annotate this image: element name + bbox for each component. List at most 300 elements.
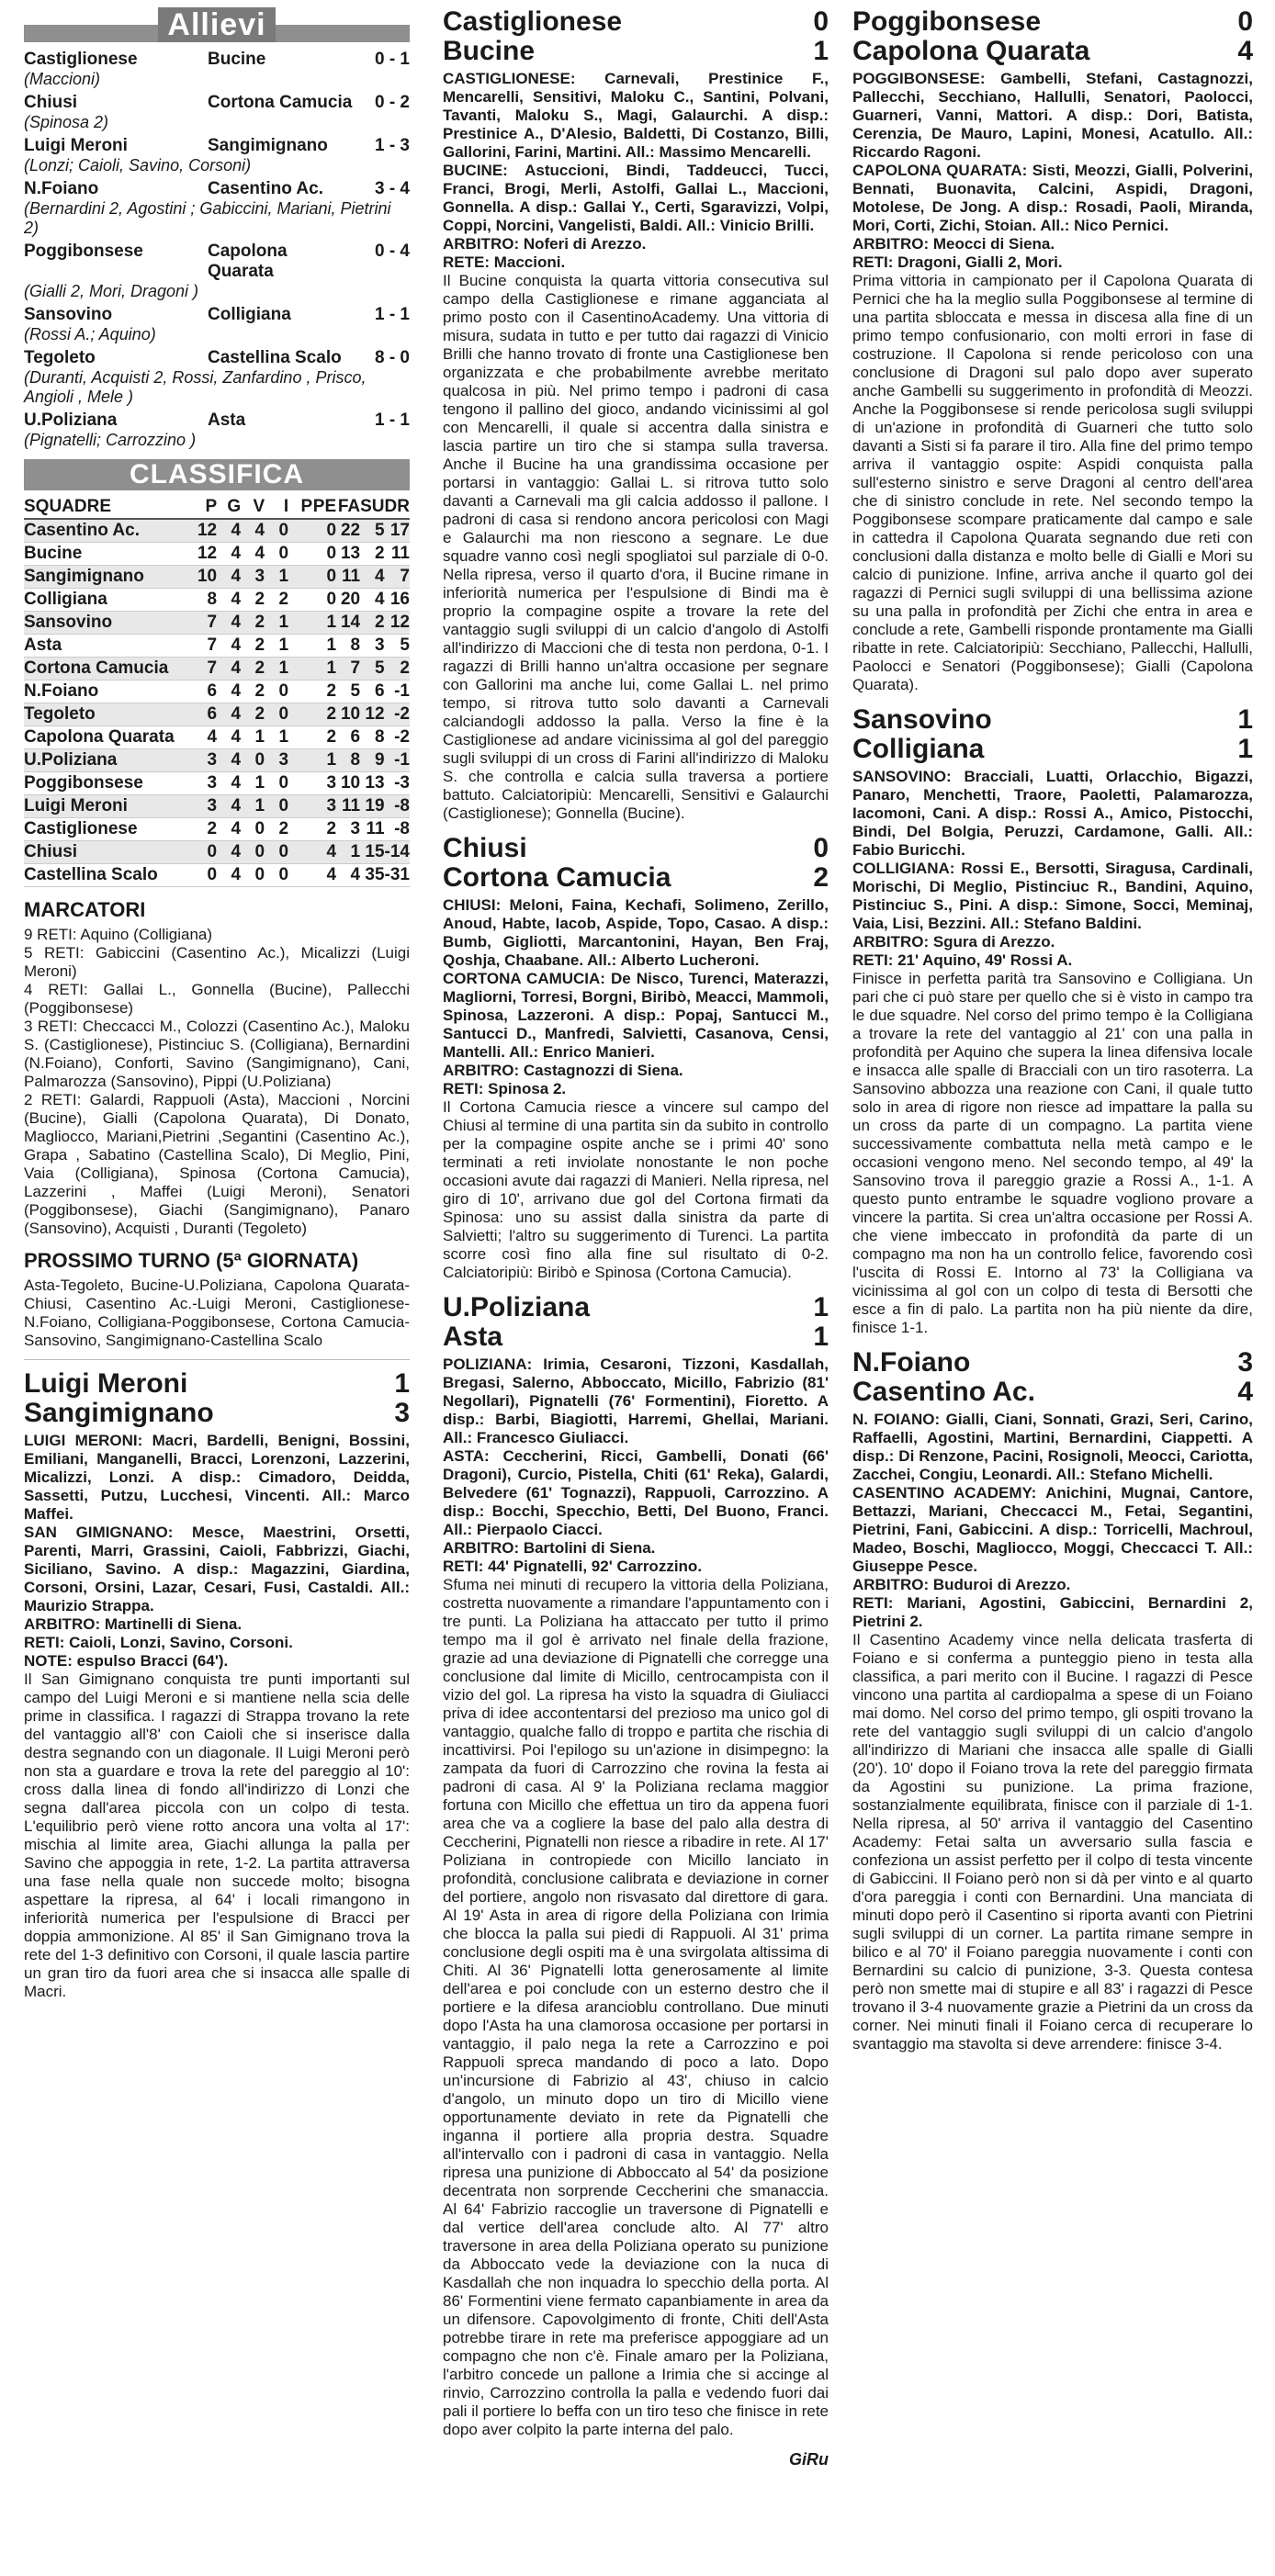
table-cell: 5 [360, 519, 384, 543]
table-cell: 10 [336, 772, 360, 795]
away-team: Casentino Ac. [208, 179, 323, 198]
result-row [24, 411, 410, 431]
table-cell: 0 [241, 841, 265, 864]
table-cell: 6 [336, 726, 360, 749]
home-line [852, 7, 1253, 37]
prossimo-title: PROSSIMO TURNO (5ª GIORNATA) [24, 1249, 359, 1272]
table-cell: 19 [360, 795, 384, 818]
result-row [24, 179, 410, 199]
scorer-line: 4 RETI: Gallai L., Gonnella (Bucine), Pallecchi (Poggibonsese) [24, 981, 410, 1017]
table-cell: Asta [24, 635, 193, 658]
away-score: 1 [813, 36, 829, 66]
table-cell: 7 [336, 658, 360, 681]
classifica-title: CLASSIFICA [24, 459, 410, 490]
home-line [852, 705, 1253, 735]
table-cell: 0 [265, 703, 288, 726]
table-cell: 3 [265, 749, 288, 772]
home-score: 1 [1237, 704, 1253, 735]
table-cell: 1 [288, 612, 336, 635]
table-cell: 4 [217, 749, 241, 772]
table-cell: 13 [336, 543, 360, 566]
table-cell: 7 [193, 658, 217, 681]
table-cell: 1 [288, 658, 336, 681]
table-cell: 10 [193, 566, 217, 589]
table-cell: 1 [241, 795, 265, 818]
table-cell: 0 [193, 841, 217, 864]
table-cell: 4 [217, 681, 241, 703]
away-team: Bucine [208, 50, 266, 69]
marcatori-title: MARCATORI [24, 898, 146, 921]
table-row [24, 635, 410, 658]
table-cell: 3 [336, 818, 360, 841]
author-signature: GiRu [789, 2450, 829, 2469]
table-cell: Capolona Quarata [24, 726, 193, 749]
table-cell: 5 [336, 681, 360, 703]
table-cell: 7 [385, 566, 410, 589]
table-cell: 14 [336, 612, 360, 635]
table-cell: 3 [360, 635, 384, 658]
table-cell: 12 [193, 519, 217, 543]
score: 1 - 1 [374, 305, 410, 324]
match-report-text: Il Casentino Academy vince nella delicata trasferta di Foiano e si conferma a punteggio pieno in testa alla classifica, a pari merito con il Bucine. I ragazzi di Pesce vincono una partita al cardiopalma a spese di un Foiano mai domo. Nel corso del primo tempo, gli ospiti trovano la rete del vantaggio sugli sviluppi di un calcio d'angolo all'indirizzo di Mariani che insacca alle spalle di Gialli (20'). 10' dopo il Foiano trova la rete del pareggio firmata da Agostini su punizione. La prima frazione, sostanzialmente equilibrata, finisce con il parziale di 1-1. Nella ripresa, al 50' arriva il vantaggio del Casentino Academy: Fetai salta un avversario sulla fascia e confeziona un assist perfetto per il colpo di testa vincente di Gabiccini. Il Foiano però non si dà per vinto e al quarto d'ora pareggia i conti con Bernardini. Una manciata di minuti dopo però il Casentino si riporta avanti con Pietrini sugli sviluppi di un corner. La partita rimane sempre in bilico e al 70' il Foiano pareggia nuovamente i conti con Bernardini su calcio di punizione, 3-3. Questa contesa però non smette mai di stupire e all 83' i ragazzi di Pesce trovano il 3-4 nuovamente grazie a Pietrini da un cross da corner. Nei minuti finali il Foiano cerca di recuperare lo svantaggio ma stavolta si deve arrendere: finisce 3-4. [852, 1631, 1253, 2053]
table-cell: Casentino Ac. [24, 519, 193, 543]
table-cell: Bucine [24, 543, 193, 566]
table-cell: 2 [241, 658, 265, 681]
table-cell: Chiusi [24, 841, 193, 864]
away-score: 2 [813, 862, 829, 893]
table-row [24, 749, 410, 772]
table-cell: 8 [360, 726, 384, 749]
away-team: Asta [443, 1322, 503, 1352]
standings-col-header: SQUADRE [24, 496, 193, 519]
lineup-away: CASENTINO ACADEMY: Anichini, Mugnai, Cantore, Bettazzi, Mariani, Checcacci M., Fetai, Segantini, Pietrini, Fani, Gabiccini. A disp.: Torricelli, Machroul, Madeo, Boschi, Magliocco, Moggi, Checcacci T. All.: Giuseppe Pesce. [852, 1484, 1253, 1575]
column-middle [443, 7, 829, 2469]
table-cell: -8 [385, 795, 410, 818]
table-cell: 6 [193, 703, 217, 726]
table-row [24, 772, 410, 795]
home-team: N.Foiano [852, 1347, 971, 1378]
match-report-text: Il Cortona Camucia riesce a vincere sul campo del Chiusi al termine di una partita sin da subito in controllo per la compagine ospite anche se i primi 40' sono terminati a reti inviolate nonostante le non poche occasioni avute dai ragazzi di Manieri. Nella ripresa, nel giro di 10', arrivano due gol del Cortona firmati da Spinosa: uno su assist dalla sinistra da parte di Salvietti; l'altro su suggerimento di Turenci. La partita scorre così fino alla fine sul risultato di 0-2. Calciatoripiù: Biribò e Spinosa (Cortona Camucia). [443, 1098, 829, 1281]
scorer-line: 2 RETI: Galardi, Rappuoli (Asta), Maccioni , Norcini (Bucine), Gialli (Capolona Quarata), Di Donato, Magliocco, Mariani,Pietrini ,Segantini (Casentino Ac.), Grapa , Sabatino (Castellina Scalo), Di Meglio, Pini, Vaia (Colligiana), Spinosa (Cortona Camucia), Lazzerini , Maffei (Luigi Meroni), Senatori (Poggibonsese), Giachi (Sangimignano), Panaro (Sansovino), Acquisti , Duranti (Tegoleto) [24, 1091, 410, 1237]
standings-col-header: V [241, 496, 265, 519]
table-cell: 0 [193, 864, 217, 887]
table-cell: Castellina Scalo [24, 864, 193, 887]
table-cell: 20 [336, 589, 360, 612]
table-row [24, 841, 410, 864]
match-report-poliziana [443, 1293, 829, 2439]
scorer-line: 9 RETI: Aquino (Colligiana) [24, 926, 213, 943]
away-team: Colligiana [852, 734, 985, 764]
match-arb: ARBITRO: Buduroi di Arezzo. [852, 1576, 1071, 1593]
table-cell: 17 [385, 519, 410, 543]
match-report-sansovino [852, 705, 1253, 1337]
table-cell: 8 [193, 589, 217, 612]
home-team: Poggibonsese [852, 6, 1042, 37]
marcatori-list [24, 926, 410, 1238]
table-cell: 1 [265, 612, 288, 635]
standings-table [24, 496, 410, 887]
away-line [443, 1322, 829, 1352]
home-team: Luigi Meroni [24, 1368, 188, 1399]
home-score: 3 [1237, 1347, 1253, 1378]
match-reti: RETI: 44' Pignatelli, 92' Carrozzino. [443, 1558, 703, 1575]
table-cell: 2 [288, 703, 336, 726]
table-row [24, 566, 410, 589]
standings-col-header: I [265, 496, 288, 519]
home-line [443, 1293, 829, 1322]
table-row [24, 681, 410, 703]
away-team: Cortona Camucia [443, 862, 671, 893]
table-cell: 4 [217, 543, 241, 566]
table-cell: 4 [217, 589, 241, 612]
away-score: 4 [1237, 1377, 1253, 1407]
table-cell: 5 [360, 658, 384, 681]
match-arb: ARBITRO: Noferi di Arezzo. [443, 235, 647, 253]
table-cell: 3 [241, 566, 265, 589]
score: 0 - 1 [374, 50, 410, 69]
match-report-castiglionese [443, 7, 829, 823]
score: 8 - 0 [374, 348, 410, 367]
table-cell: 12 [360, 703, 384, 726]
scorer-line: 5 RETI: Gabiccini (Casentino Ac.), Micalizzi (Luigi Meroni) [24, 944, 410, 980]
table-cell: 8 [336, 635, 360, 658]
table-cell: 10 [336, 703, 360, 726]
standings-col-header: PE [312, 496, 336, 519]
table-cell: N.Foiano [24, 681, 193, 703]
away-team: Castellina Scalo [208, 348, 342, 367]
table-cell: 2 [265, 818, 288, 841]
scorers: (Spinosa 2) [24, 113, 109, 131]
table-cell: 15 [360, 841, 384, 864]
table-row [24, 818, 410, 841]
table-cell: 4 [217, 772, 241, 795]
match-report-text: Il San Gimignano conquista tre punti importanti sul campo del Luigi Meroni e si mantiene nella scia delle prime in classifica. I ragazzi di Strappa trovano la rete del vantaggio all'8' con Caioli che si inserisce dalla destra segnando con un diagonale. Il Luigi Meroni però non sta a guardare e trova la rete del pareggio al 10': cross dalla linea di fondo all'indirizzo di Lonzi che segna dall'area piccola con un colpo di testa. L'equilibrio però viene rotto ancora una volta al 17': mischia al limite area, Giachi allunga la palla per Savino che appoggia in rete, 1-2. La partita attraversa una fase nella quale non succede molto; bisogna aspettare la ripresa, al 64' i locali rimangono in inferiorità numerica per l'espulsione di Bracci per doppia ammonizione. Al 85' il San Gimignano trova la rete del 1-3 definitivo con Corsoni, il quale lascia partire un gran tiro da fuori area che si insacca alle spalle di Macri. [24, 1670, 410, 2000]
table-cell: 0 [265, 519, 288, 543]
score: 0 - 2 [374, 93, 410, 112]
match-report-text: Sfuma nei minuti di recupero la vittoria della Poliziana, costretta nuovamente a rimandare l'appuntamento con i tre punti. La Poliziana ha attaccato per tutto il primo tempo ma il gol è arrivato nel finale della frazione, grazie ad una deviazione di Pignatelli che corregge una conclusione dal limite di Micillo, centrocampista con il vizio del gol. La ripresa ha visto la squadra di Giuliacci priva di idee accontentarsi del prezioso ma unico gol di vantaggio, qualche fallo di troppo e partita che rischia di incattivirsi. Poi l'epilogo su un'azione in disimpegno: la zampata da fuori di Carrozzino che rovina la festa ai padroni di casa. Al 9' la Poliziana reclama maggior fortuna con Micillo che effettua un tiro da appena fuori area che va a cogliere la base del palo alla destra di Ceccherini, Pignatelli non riesce a ribadire in rete. Al 17' Poliziana in contropiede con Micillo lanciato in profondità, conclusione calibrata e deviazione in corner del portiere, angolo non risvasato dal direttore di gara. Al 19' Asta in area di rigore della Poliziana con Irimia che blocca la palla sui piedi di Rappuoli. Al 31' prima conclusione degli ospiti ma è una svirgolata altissima di Chiti. Al 36' Pignatelli lotta generosamente al limite dell'area e poi conclude con un esterno destro che il portiere e la difesa arancioblu controllano. Due minuti dopo l'Asta ha una clamorosa occasione per portarsi in vantaggio, il palo nega la rete a Carrozzino e poi Rappuoli spreca mandando di poco a lato. Dopo un'incursione di Fabrizio al 43', chiuso in calcio d'angolo, un minuto dopo un tiro di Micillo viene opportunamente deviato in rete da Pignatelli che inganna il portiere alla propria destra. Squadre all'intervallo con i padroni di casa in vantaggio. Nella ripresa una punizione di Abboccato al 54' da posizione decentrata non sorprende Ceccherini che smanaccia. Al 64' Fabrizio raccoglie un traversone di Pignatelli e dal vertice dell'area conclude alto. Al 77' altro traversone in area della Poliziana operato su punizione da Abboccato vede la deviazione con la nuca di Kasdallah che non inquadra lo specchio della porta. Al 86' Formentini viene fermato capanbiamente in area da un difensore. Capovolgimento di fronte, Chiti dell'Asta potrebbe tirare in rete ma preferisce appoggiare ad un compagno che non c'è. Finale amaro per la Poliziana, l'arbitro concede un pallone a Irimia che si accinge al rinvio, Carrozzino controlla la palla e vedendo fuori dai pali il portiere lo beffa con un tiro teso che finisce in rete dopo aver colpito la parte interna del palo. [443, 1576, 829, 2438]
table-cell: 3 [193, 749, 217, 772]
match-reti: RETI: Caioli, Lonzi, Savino, Corsoni. [24, 1634, 293, 1651]
scorers: (Rossi A.; Aquino) [24, 325, 156, 343]
match-report-foiano [852, 1348, 1253, 2053]
lineup-home: POLIZIANA: Irimia, Cesaroni, Tizzoni, Kasdallah, Bregasi, Salerno, Abboccato, Micillo, Fabrizio (81' Negollari), Pignatelli (76' Formentini), Fioretto. A disp.: Barbi, Biagiotti, Harremi, Ghellai, Mariani. All.: Francesco Giuliacci. [443, 1355, 829, 1446]
home-line [852, 1348, 1253, 1378]
standings-col-header: SU [360, 496, 384, 519]
table-cell: -3 [385, 772, 410, 795]
lineup-away: ASTA: Ceccherini, Ricci, Gambelli, Donati (66' Dragoni), Curcio, Pistella, Chiti (61' Reka), Galardi, Belvedere (61' Tognazzi), Rappuoli, Carrozzino. A disp.: Bocchi, Specchio, Betti, Del Buono, Franci. All.: Pierpaolo Ciacci. [443, 1447, 829, 1538]
table-cell: -1 [385, 749, 410, 772]
table-cell: 4 [217, 703, 241, 726]
table-cell: 12 [193, 543, 217, 566]
away-team: Cortona Camucia [208, 93, 353, 112]
match-reti: RETI: 21' Aquino, 49' Rossi A. [852, 951, 1073, 969]
match-arb: ARBITRO: Castagnozzi di Siena. [443, 1062, 683, 1079]
away-line [852, 1378, 1253, 1407]
match-report-poggibonsese [852, 7, 1253, 694]
table-cell: 4 [217, 519, 241, 543]
table-cell: 0 [265, 795, 288, 818]
table-cell: -2 [385, 703, 410, 726]
table-cell: U.Poliziana [24, 749, 193, 772]
table-cell: 35 [360, 864, 384, 887]
home-team: Chiusi [443, 833, 527, 863]
table-row [24, 864, 410, 887]
home-score: 0 [813, 833, 829, 863]
match-reti: RETI: Dragoni, Gialli 2, Mori. [852, 253, 1063, 271]
table-cell: 2 [288, 818, 336, 841]
lineup-home: N. FOIANO: Gialli, Ciani, Sonnati, Grazi, Seri, Carino, Raffaelli, Agostini, Martini, Bernardini, Ciappetti. A disp.: Di Renzone, Pacini, Rosignoli, Meocci, Cariotta, Zacchei, Congiu, Leonardi. All.: Stefano Michelli. [852, 1411, 1253, 1483]
away-score: 1 [813, 1322, 829, 1352]
scorers: (Lonzi; Caioli, Savino, Corsoni) [24, 156, 252, 174]
table-cell: 4 [217, 726, 241, 749]
result-row [24, 305, 410, 325]
table-cell: 1 [241, 726, 265, 749]
table-cell: 1 [265, 726, 288, 749]
table-cell: 3 [193, 772, 217, 795]
away-line [852, 735, 1253, 764]
table-cell: 1 [241, 772, 265, 795]
table-cell: 1 [336, 841, 360, 864]
table-cell: 0 [288, 589, 336, 612]
table-cell: 2 [241, 703, 265, 726]
home-team: U.Poliziana [24, 411, 118, 430]
table-cell: -14 [385, 841, 410, 864]
table-cell: Cortona Camucia [24, 658, 193, 681]
table-cell: Tegoleto [24, 703, 193, 726]
table-cell: 4 [360, 589, 384, 612]
table-cell: Sansovino [24, 612, 193, 635]
table-cell: 7 [193, 635, 217, 658]
table-cell: 4 [217, 635, 241, 658]
table-cell: 9 [360, 749, 384, 772]
divider [24, 1359, 410, 1360]
standings-col-header: DR [385, 496, 410, 519]
score: 1 - 3 [374, 136, 410, 155]
table-cell: 7 [193, 612, 217, 635]
table-cell: 3 [193, 795, 217, 818]
table-cell: 2 [193, 818, 217, 841]
table-cell: 3 [288, 772, 336, 795]
table-row [24, 519, 410, 543]
table-cell: 4 [217, 658, 241, 681]
match-reti: RETI: Mariani, Agostini, Gabiccini, Bernardini 2, Pietrini 2. [852, 1594, 1253, 1630]
home-team: U.Poliziana [443, 1292, 591, 1322]
table-cell: 4 [217, 566, 241, 589]
table-cell: 11 [360, 818, 384, 841]
table-cell: 4 [241, 543, 265, 566]
home-team: Chiusi [24, 93, 78, 112]
standings-col-header: G [217, 496, 241, 519]
table-cell: 2 [241, 681, 265, 703]
home-score: 1 [813, 1292, 829, 1322]
column-right [852, 7, 1253, 2064]
home-line [443, 834, 829, 863]
match-arb: ARBITRO: Martinelli di Siena. [24, 1615, 243, 1633]
standings-col-header: FA [336, 496, 360, 519]
away-team: Casentino Ac. [852, 1377, 1035, 1407]
table-cell: 4 [241, 519, 265, 543]
table-cell: 2 [288, 726, 336, 749]
table-cell: 0 [265, 772, 288, 795]
table-cell: 1 [265, 658, 288, 681]
lineup-away: BUCINE: Astuccioni, Bindi, Taddeucci, Tucci, Franci, Brogi, Merli, Astolfi, Gallai L., Maccioni, Gonnella. A disp.: Gallai Y., Certi, Sgaravizzi, Volpi, Coppi, Norcini, Vangelisti, Baldi. All.: Vinicio Brilli. [443, 162, 829, 234]
results-list [24, 50, 410, 450]
result-row [24, 93, 410, 113]
match-reti: RETE: Maccioni. [443, 253, 566, 271]
table-cell: 1 [288, 749, 336, 772]
table-cell: 0 [288, 519, 336, 543]
standings-header [24, 496, 410, 519]
home-score: 1 [394, 1368, 410, 1399]
table-cell: 4 [217, 818, 241, 841]
away-line [443, 37, 829, 66]
home-team: Castiglionese [443, 6, 623, 37]
lineup-home: SANSOVINO: Bracciali, Luatti, Orlacchio, Bigazzi, Panaro, Menchetti, Traore, Paoletti, Palamarozza, Iacomoni, Cani. A disp.: Rossi A., Amico, Pistocchi, Bindi, Del Bolgia, Peruzzi, Cardamone, Galli. All.: Fabio Buricchi. [852, 768, 1253, 859]
table-cell: -2 [385, 726, 410, 749]
table-cell: 4 [217, 864, 241, 887]
table-cell: Sangimignano [24, 566, 193, 589]
lineup-away: CORTONA CAMUCIA: De Nisco, Turenci, Materazzi, Magliorni, Torresi, Borgni, Biribò, Meacci, Mammoli, Spinosa, Lazzeroni. A disp.: Popaj, Santucci M., Santucci D., Manfredi, Salvietti, Casanova, Censi, Mantelli. All.: Enrico Manieri. [443, 970, 829, 1061]
away-line [443, 863, 829, 893]
home-team: Sansovino [24, 305, 113, 324]
table-cell: 0 [265, 864, 288, 887]
table-cell: 0 [288, 566, 336, 589]
home-team: N.Foiano [24, 179, 99, 198]
table-cell: -1 [385, 681, 410, 703]
lineup-home: LUIGI MERONI: Macri, Bardelli, Benigni, Bossini, Emiliani, Manganelli, Bracci, Lorenzoni, Lazzerini, Micalizzi, Lonzi. A disp.: Cimadoro, Deidda, Sassetti, Putzu, Lucchesi, Vincenti. All.: Marco Maffei. [24, 1432, 410, 1523]
standings-col-header: P [288, 496, 312, 519]
table-cell: 0 [288, 543, 336, 566]
match-report-text: Il Bucine conquista la quarta vittoria consecutiva sul campo della Castiglionese e rimane agganciata al primo posto con il CasentinoAcademy. Una vittoria di misura, sudata in tutto e per tutto dai ragazzi di Vinicio Brilli che hanno trovato di fronte una Castiglionese ben organizzata e che probabilmente avrebbe meritato qualcosa in più. Nel primo tempo i padroni di casa tengono il pallino del gioco, andando vicinissimi al gol con Mencarelli, il quale si accentra dalla sinistra e lascia partire un tiro che si stampa sulla traversa. Anche il Bucine ha una grandissima occasione per portarsi in vantaggio: Gallai L. si ritrova tutto solo davanti a Carnevali ma gli calcia addosso il pallone. I padroni di casa si rendono ancora pericolosi con Magi e Galaurchi ma non riescono a segnare. Le due squadre vanno così negli spogliatoi sul parziale di 0-0. Nella ripresa, verso il quarto d'ora, il Bucine rimane in inferiorità numerica per l'espulsione di Bindi ma è proprio la compagine ospite a trovare la rete del vantaggio sugli sviluppi di un calcio d'angolo di Astolfi all'indirizzo di Maccioni che di testa non perdona, 0-1. I ragazzi di Brilli hanno un'altra occasione per segnare con Gallorini ma anche lui, come Gallai L. nel primo tempo, si ritrova tutto solo davanti a Carnevali calciandogli addosso la palla. Verso la fine è la Castiglionese ad andare vicinissima al gol del pareggio sugli sviluppi di un cross di Farini all'indirizzo di Maloku S. che controlla e calcia sulla traversa a portiere battuto. Calciatoripiù: Mencarelli, Sensitivi e Galaurchi (Castiglionese); Gonnella (Bucine). [443, 272, 829, 822]
match-arb: ARBITRO: Sgura di Arezzo. [852, 933, 1055, 951]
lineup-home: CASTIGLIONESE: Carnevali, Prestinice F., Mencarelli, Sensitivi, Maloku C., Santini, Polvani, Tavanti, Maloku S., Magi, Galaurchi. A disp.: Prestinice A., D'Alesio, Baldetti, Di Costanzo, Billi, Gallorini, Farini, Martini. All.: Massimo Mencarelli. [443, 70, 829, 161]
home-score: 0 [813, 6, 829, 37]
table-cell: 11 [385, 543, 410, 566]
away-team: Colligiana [208, 305, 291, 324]
table-cell: 22 [336, 519, 360, 543]
table-cell: 1 [288, 635, 336, 658]
table-cell: 12 [385, 612, 410, 635]
match-arb: ARBITRO: Meocci di Siena. [852, 235, 1055, 253]
table-cell: 16 [385, 589, 410, 612]
section-title: Allievi [24, 7, 410, 42]
table-cell: 6 [193, 681, 217, 703]
lineup-home: CHIUSI: Meloni, Faina, Kechafi, Solimeno, Zerillo, Anoud, Habte, Iacob, Aspide, Topo, Casao. A disp.: Bumb, Gigliotti, Marcantonini, Hayan, Ben Fraj, Qoshja, Chaabane. All.: Alberto Lucheroni. [443, 896, 829, 969]
table-cell: 2 [265, 589, 288, 612]
away-team: Capolona Quarata [852, 36, 1090, 66]
table-cell: 2 [241, 635, 265, 658]
home-score: 0 [1237, 6, 1253, 37]
table-cell: 2 [360, 612, 384, 635]
table-cell: 8 [336, 749, 360, 772]
table-cell: 4 [288, 841, 336, 864]
table-cell: 0 [241, 749, 265, 772]
away-team: Sangimignano [24, 1398, 214, 1428]
table-row [24, 589, 410, 612]
match-report-meroni [24, 1369, 410, 2001]
home-team: Castiglionese [24, 50, 138, 69]
table-cell: 4 [360, 566, 384, 589]
table-cell: 0 [265, 543, 288, 566]
away-team: Sangimignano [208, 136, 328, 155]
away-team: Capolona Quarata [208, 242, 288, 281]
table-cell: Colligiana [24, 589, 193, 612]
home-team: Sansovino [852, 704, 992, 735]
table-cell: 0 [241, 818, 265, 841]
match-note: NOTE: espulso Bracci (64'). [24, 1652, 229, 1670]
table-cell: 2 [360, 543, 384, 566]
table-cell: 4 [217, 795, 241, 818]
home-line [24, 1369, 410, 1399]
result-row [24, 348, 410, 368]
table-cell: 5 [385, 635, 410, 658]
score: 3 - 4 [374, 179, 410, 198]
table-cell: 1 [265, 635, 288, 658]
table-cell: 4 [217, 612, 241, 635]
table-cell: 6 [360, 681, 384, 703]
match-report-text: Prima vittoria in campionato per il Capolona Quarata di Pernici che ha la meglio sulla Poggibonsese al termine di una partita sbloccata e messa in discesa alla fine di un primo tempo confusionario, con molti errori in fase di costruzione. Il Capolona si rende pericoloso con una conclusione di Dragoni sul palo dopo aver superato anche Gambelli su suggerimento in profondità di Meozzi. Anche la Poggibonsese si rende pericolosa sugli sviluppi di un'azione in profondità di Guarneri che tutto solo davanti a Sisti si fa parare il tiro. Alla fine del primo tempo arriva il vantaggio ospite: Aspidi conquista palla sull'esterno sinistro e serve Dragoni al centro dell'area che di sinistro conclude in rete. Nel secondo tempo la Poggibonsese scompare praticamente dal campo e sale in cattedra il Capolona Quarata segnando due reti con conclusioni dalla distanza e molto belle di Gialli e Mori su calcio di punizione. Infine, arriva anche il quarto gol dei ragazzi di Pernici sugli sviluppi di una bellissima azione su una palla in profondità per Zichi che entra in area e conclude a rete, Gambelli risponde prontamente ma Gialli ribatte in rete. Calciatoripiù: Secchiano, Pallecchi, Hallulli, Paolocci e Senatori (Poggibonsese); Gialli (Capolona Quarata). [852, 272, 1253, 693]
table-cell: 0 [241, 864, 265, 887]
home-team: Luigi Meroni [24, 136, 128, 155]
table-cell: 1 [265, 566, 288, 589]
away-score: 1 [1237, 734, 1253, 764]
away-score: 3 [394, 1398, 410, 1428]
table-row [24, 703, 410, 726]
prossimo-text: Asta-Tegoleto, Bucine-U.Poliziana, Capolona Quarata-Chiusi, Casentino Ac.-Luigi Meroni, Castiglionese-N.Foiano, Colligiana-Poggibonsese, Cortona Camucia-Sansovino, Sangimignano-Castellina Scalo [24, 1277, 410, 1349]
table-row [24, 612, 410, 635]
result-row [24, 50, 410, 70]
table-cell: 11 [336, 795, 360, 818]
scorers: (Bernardini 2, Agostini ; Gabiccini, Mariani, Pietrini 2) [24, 199, 391, 237]
table-cell: 4 [288, 864, 336, 887]
away-team: Asta [208, 411, 246, 430]
table-cell: -31 [385, 864, 410, 887]
result-row [24, 136, 410, 156]
lineup-away: SAN GIMIGNANO: Mesce, Maestrini, Orsetti, Parenti, Marri, Grassini, Caioli, Fabbrizzi, Giachi, Siciliano, Savino. A disp.: Magazzini, Giardina, Corsoni, Orsini, Lazar, Cesari, Fusi, Castaldi. All.: Maurizio Strappa. [24, 1524, 410, 1614]
score: 0 - 4 [374, 242, 410, 261]
table-cell: Poggibonsese [24, 772, 193, 795]
column-left [24, 7, 410, 2012]
match-reti: RETI: Spinosa 2. [443, 1080, 567, 1097]
standings-col-header: P [193, 496, 217, 519]
lineup-home: POGGIBONSESE: Gambelli, Stefani, Castagnozzi, Pallecchi, Secchiano, Hallulli, Senatori, Paolocci, Guarneri, Vanni, Mattori. A disp.: Dori, Batista, Cerenzia, De Mauro, Lapini, Monesi, Acatullo. All.: Riccardo Ragoni. [852, 70, 1253, 161]
home-team: Poggibonsese [24, 242, 143, 261]
table-cell: 0 [265, 681, 288, 703]
table-cell: 3 [288, 795, 336, 818]
match-report-chiusi [443, 834, 829, 1282]
match-report-text: Finisce in perfetta parità tra Sansovino e Colligiana. Un pari che ci può stare per quello che si è visto in campo tra le due squadre. Nel corso del primo tempo è la Colligiana a trovare la rete del vantaggio al 21' con una palla in profondità per Aquino che supera la linea difensiva locale e insacca alle spalle di Bracciali con un tiro rasoterra. La Sansovino abbozza una reazione con Cani, il quale tutto solo in area di rigore non riesce ad impattare la palla su un cross da parte di un compagno. La partita viene successivamente combattuta nella metà campo e le occasioni vengono meno. Nel secondo tempo, al 49' la Sansovino trova il pareggio grazie a Rossi A., 1-1. A questo punto entrambe le squadre vogliono provare a vincere la partita. Si crea un'altra occasione per Rossi A. che viene imbeccato in profondità da parte di un compagno ma non ha un controllo felice, favorendo così l'uscita di Rossi E. Intorno al 73' la Colligiana va vicinissima al gol con un colpo di testa di Bersotti che esce a fin di palo. La partita non ha più niente da dire, finisce 1-1. [852, 970, 1253, 1336]
table-cell: Castiglionese [24, 818, 193, 841]
scorers: (Duranti, Acquisti 2, Rossi, Zanfardino , Prisco, Angioli , Mele ) [24, 368, 367, 406]
table-cell: 2 [241, 589, 265, 612]
table-cell: 2 [241, 612, 265, 635]
table-cell: -8 [385, 818, 410, 841]
scorers: (Maccioni) [24, 70, 101, 88]
lineup-away: COLLIGIANA: Rossi E., Bersotti, Siragusa, Cardinali, Morischi, Di Meglio, Pistinciuc R., Bandini, Aquino, Pistinciuc S., Pini. A disp.: Simone, Socci, Meminaj, Vaia, Lisi, Bezzini. All.: Stefano Baldini. [852, 860, 1253, 932]
home-team: Tegoleto [24, 348, 96, 367]
table-cell: 0 [265, 841, 288, 864]
table-row [24, 658, 410, 681]
home-line [443, 7, 829, 37]
away-line [24, 1399, 410, 1428]
table-row [24, 543, 410, 566]
match-arb: ARBITRO: Bartolini di Siena. [443, 1539, 656, 1557]
table-row [24, 795, 410, 818]
scorers: (Gialli 2, Mori, Dragoni ) [24, 282, 199, 300]
away-line [852, 37, 1253, 66]
table-row [24, 726, 410, 749]
scorers: (Pignatelli; Carrozzino ) [24, 431, 197, 449]
